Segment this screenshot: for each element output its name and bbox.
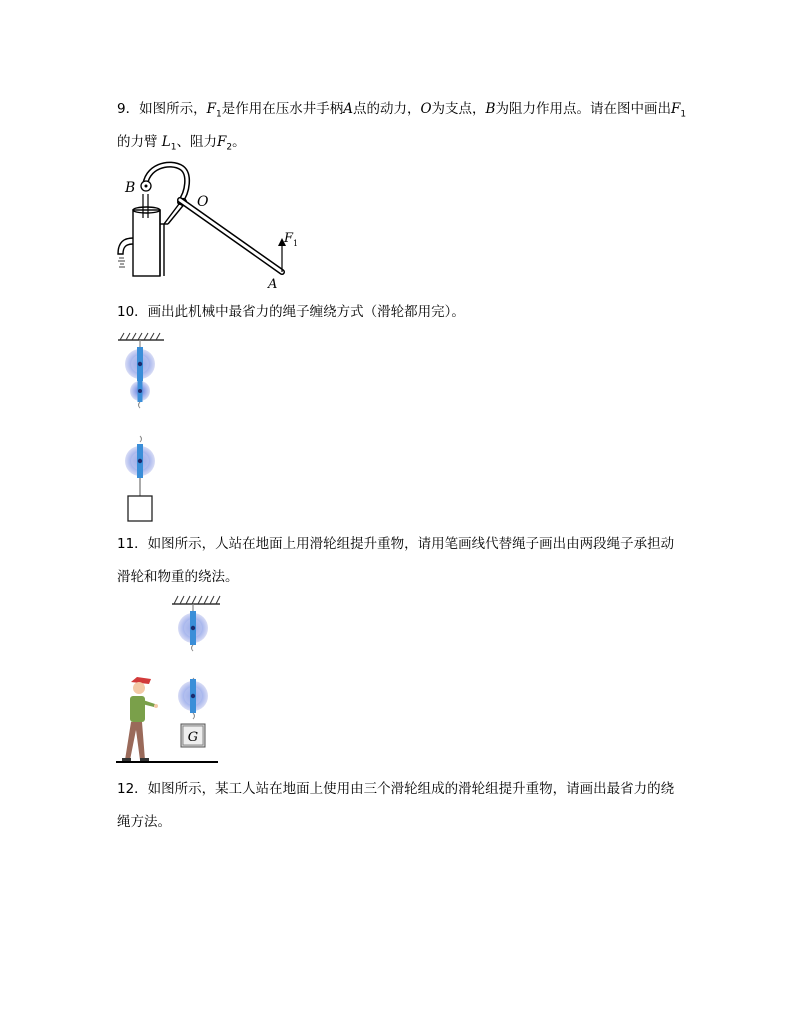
person-figure	[122, 677, 158, 761]
pulley-system-q11	[112, 590, 232, 766]
pump-lever-figure	[110, 158, 300, 290]
question-12-line-2: 绳方法。	[117, 814, 171, 830]
water-drops	[118, 258, 125, 267]
label-f-sub: 1	[293, 239, 299, 248]
label-a: A	[268, 277, 278, 290]
ceiling-hatch	[172, 596, 220, 604]
question-10-text: 10．画出此机械中最省力的绳子缠绕方式（滑轮都用完）。	[117, 304, 465, 320]
question-11-line-2: 滑轮和物重的绕法。	[117, 569, 239, 585]
question-9-line-1: 9．如图所示，$F_1$是作用在压水井手柄A点的动力，O为支点，B为阻力作用点。请在图中画出$F_1$	[117, 101, 687, 120]
weight-box	[128, 496, 152, 521]
pulley-system-q10	[112, 330, 172, 530]
fixed-pulley-large	[125, 347, 155, 381]
label-f: F	[284, 231, 294, 246]
ceiling-hatch	[118, 333, 164, 340]
pump-cylinder	[133, 210, 160, 276]
label-o: O	[197, 194, 209, 210]
movable-pulley	[125, 444, 155, 478]
question-11-line-1: 11．如图所示，人站在地面上用滑轮组提升重物，请用笔画线代替绳子画出由两段绳子承担动	[117, 536, 675, 552]
question-12-line-1: 12．如图所示，某工人站在地面上使用由三个滑轮组成的滑轮组提升重物，请画出最省力的绕	[117, 781, 675, 797]
movable-pulley	[178, 679, 208, 713]
fixed-pulley-small	[130, 380, 150, 402]
weight-label: G	[187, 730, 199, 745]
label-b: B	[125, 180, 136, 196]
question-9-line-2: 的力臂 $L_1$、阻力$F_2$。	[117, 134, 246, 153]
fixed-pulley	[178, 611, 208, 645]
